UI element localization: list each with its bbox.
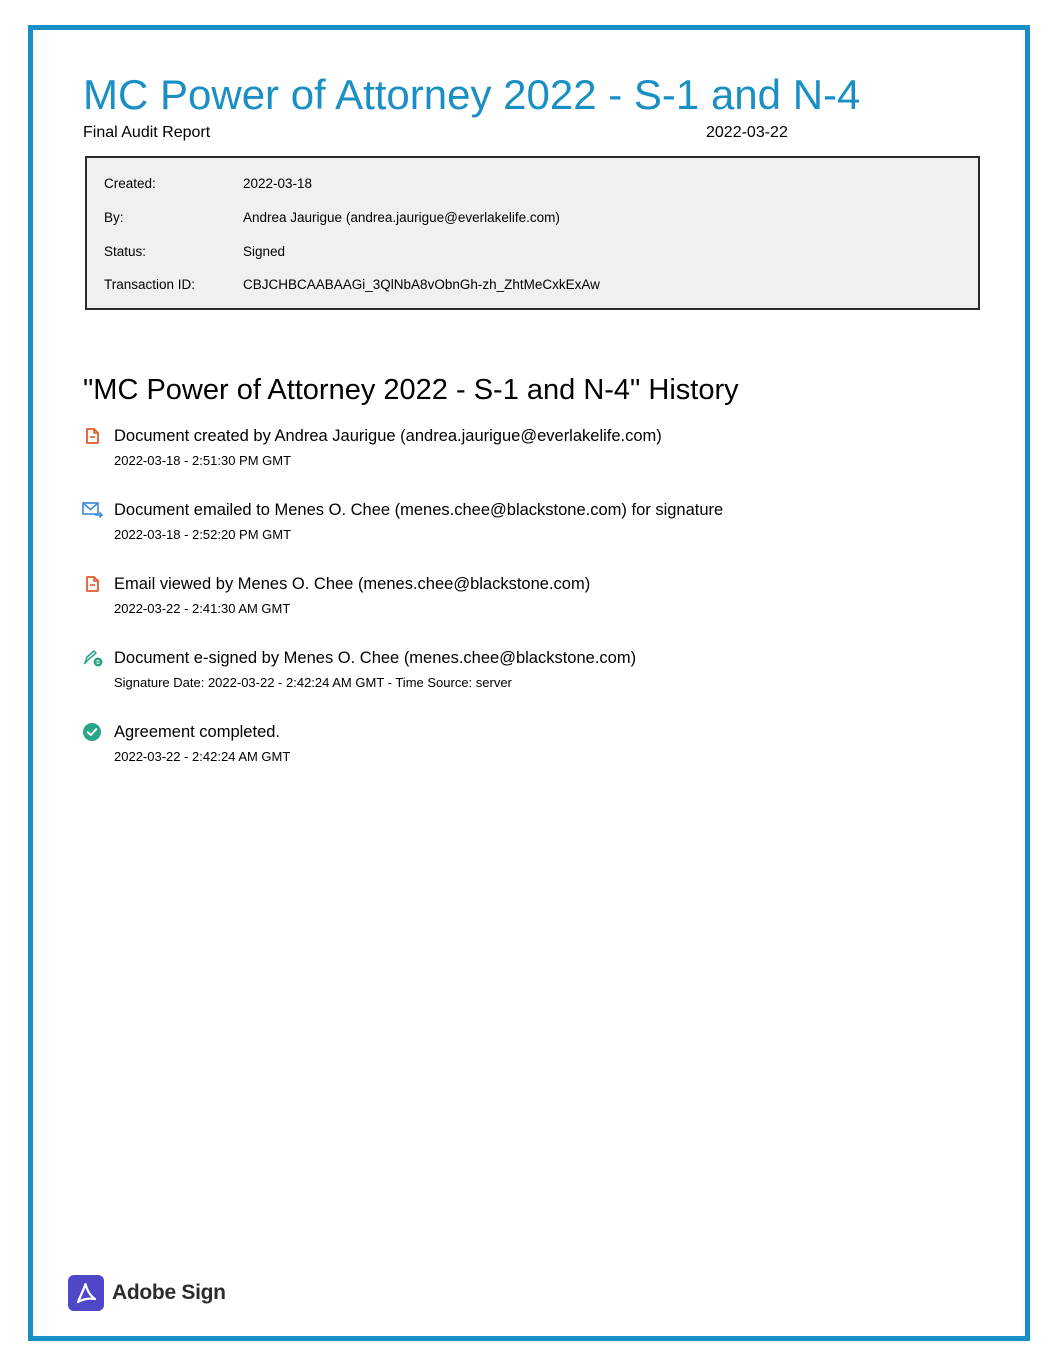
history-event (0, 574, 1000, 624)
summary-row-created (87, 174, 978, 194)
summary-value: Signed (243, 244, 286, 259)
summary-box (85, 156, 980, 310)
event-description: Agreement completed. (114, 723, 281, 741)
summary-row-by (87, 208, 978, 228)
history-event (0, 426, 1000, 476)
brand-name: Adobe Sign (112, 1281, 226, 1304)
history-heading: "MC Power of Attorney 2022 - S-1 and N-4" History (83, 374, 739, 406)
history-event (0, 648, 1000, 698)
event-description: Email viewed by Menes O. Chee (menes.chee@blackstone.com) (114, 575, 591, 593)
report-date: 2022-03-22 (706, 124, 788, 141)
summary-label: Status: (104, 244, 147, 259)
adobe-acrobat-logo-icon (68, 1275, 104, 1311)
event-timestamp: Signature Date: 2022-03-22 - 2:42:24 AM GMT - Time Source: server (114, 675, 512, 690)
event-timestamp: 2022-03-18 - 2:52:20 PM GMT (114, 527, 292, 542)
checkmark-circle-icon (82, 722, 102, 742)
summary-value: CBJCHBCAABAAGi_3QlNbA8vObnGh-zh_ZhtMeCxkExAw (243, 277, 600, 292)
event-timestamp: 2022-03-22 - 2:41:30 AM GMT (114, 601, 291, 616)
summary-label: Created: (104, 176, 156, 191)
summary-value: 2022-03-18 (243, 176, 313, 191)
document-viewed-icon (82, 574, 102, 594)
summary-label: By: (104, 210, 124, 225)
history-event (0, 722, 1000, 772)
event-timestamp: 2022-03-18 - 2:51:30 PM GMT (114, 453, 292, 468)
summary-value: Andrea Jaurigue (andrea.jaurigue@everlakelife.com) (243, 210, 560, 225)
event-timestamp: 2022-03-22 - 2:42:24 AM GMT (114, 749, 291, 764)
report-subtitle: Final Audit Report (83, 124, 211, 141)
summary-label: Transaction ID: (104, 277, 196, 292)
e-sign-icon (82, 648, 102, 668)
event-description: Document created by Andrea Jaurigue (andrea.jaurigue@everlakelife.com) (114, 427, 662, 445)
event-description: Document emailed to Menes O. Chee (menes.chee@blackstone.com) for signature (114, 501, 724, 519)
email-sent-icon (82, 500, 102, 520)
history-event (0, 500, 1000, 550)
summary-row-transaction-id (87, 275, 978, 295)
event-description: Document e-signed by Menes O. Chee (menes.chee@blackstone.com) (114, 649, 637, 667)
summary-row-status (87, 242, 978, 262)
document-created-icon (82, 426, 102, 446)
document-title: MC Power of Attorney 2022 - S-1 and N-4 (83, 71, 861, 118)
